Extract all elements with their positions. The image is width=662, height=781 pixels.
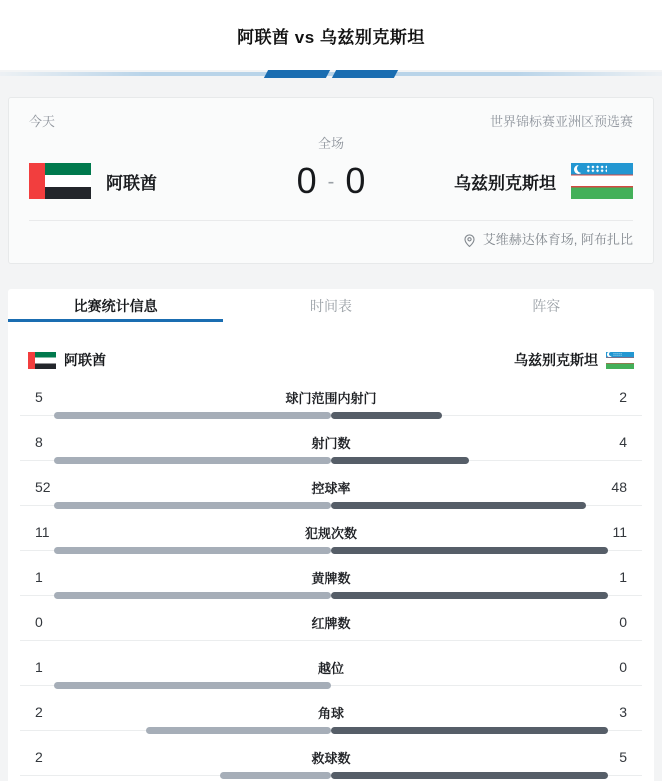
stat-label: 控球率	[311, 480, 351, 496]
score-separator: -	[327, 170, 335, 193]
stat-label: 球门范围内射门	[285, 390, 377, 406]
away-stat-bar	[331, 457, 469, 464]
uae-flag-icon	[29, 163, 91, 199]
stat-row	[20, 379, 642, 424]
stat-label: 犯规次数	[304, 525, 357, 541]
page-title: 阿联酋 vs 乌兹别克斯坦	[237, 27, 425, 47]
stars-icon	[586, 165, 607, 173]
home-stat-bar	[54, 682, 331, 689]
away-stat-value: 2	[619, 389, 627, 405]
home-stat-bar	[54, 547, 331, 554]
stars-icon	[613, 353, 623, 357]
home-stat-value: 1	[35, 659, 43, 675]
stat-row	[20, 559, 642, 604]
stat-bar-track	[20, 640, 642, 641]
home-stat-bar	[54, 592, 331, 599]
stats-rows	[8, 379, 654, 781]
away-stat-value: 5	[619, 749, 627, 765]
stat-label: 角球	[317, 705, 344, 721]
stat-label: 越位	[317, 660, 344, 676]
stat-bar	[20, 772, 642, 780]
card-divider	[29, 220, 633, 221]
stat-line	[20, 432, 642, 452]
stat-row	[20, 739, 642, 781]
stat-bar	[20, 727, 642, 735]
stat-line	[20, 567, 642, 587]
divider-parallelogram	[264, 70, 330, 78]
stats-panel	[8, 289, 654, 781]
away-stat-bar	[331, 502, 586, 509]
stat-row	[20, 424, 642, 469]
stat-label: 射门数	[311, 435, 351, 451]
match-date-label: 今天	[29, 114, 56, 129]
home-stat-value: 8	[35, 434, 43, 450]
divider-emblem	[266, 70, 396, 78]
home-stat-bar	[220, 772, 331, 779]
stats-away-team-name: 乌兹别克斯坦	[514, 352, 598, 368]
away-stat-bar	[331, 592, 608, 599]
stat-line	[20, 747, 642, 767]
away-stat-value: 3	[619, 704, 627, 720]
stat-row	[20, 604, 642, 649]
venue-row	[29, 230, 633, 250]
home-stat-value: 52	[35, 479, 51, 495]
stat-bar	[20, 592, 642, 600]
stat-bar	[20, 637, 642, 645]
tournament-name: 世界锦标赛亚洲区预选赛	[489, 114, 633, 129]
uzbekistan-flag-small-icon	[606, 352, 634, 369]
venue-text: 艾维赫达体育场, 阿布扎比	[482, 232, 633, 247]
stat-row	[20, 514, 642, 559]
stat-bar	[20, 682, 642, 690]
home-stat-bar	[146, 727, 331, 734]
home-team	[29, 163, 291, 199]
scoreboard-card	[8, 97, 654, 264]
home-stat-value: 2	[35, 704, 43, 720]
decorative-divider	[0, 70, 662, 78]
stat-line	[20, 387, 642, 407]
stat-bar	[20, 547, 642, 555]
tab-bar	[8, 289, 654, 322]
crescent-icon	[574, 165, 583, 174]
stat-row	[20, 649, 642, 694]
away-stat-value: 48	[611, 479, 627, 495]
stat-line	[20, 522, 642, 542]
divider-parallelogram	[332, 70, 398, 78]
period-label: 全场	[317, 136, 344, 151]
stat-bar	[20, 502, 642, 510]
home-team-name: 阿联酋	[106, 173, 157, 193]
away-stat-bar	[331, 547, 608, 554]
uae-flag-small-icon	[28, 352, 56, 369]
away-stat-bar	[331, 412, 442, 419]
home-stat-value: 11	[35, 524, 50, 540]
stats-home-team	[28, 350, 106, 370]
home-stat-value: 0	[35, 614, 43, 630]
stat-line	[20, 612, 642, 632]
home-stat-bar	[54, 412, 331, 419]
stat-bar	[20, 412, 642, 420]
stat-line	[20, 702, 642, 722]
stat-bar	[20, 457, 642, 465]
away-score: 0	[345, 160, 366, 201]
score-display	[291, 161, 372, 201]
stat-row	[20, 694, 642, 739]
stat-label: 红牌数	[311, 615, 351, 631]
stat-label: 救球数	[311, 750, 351, 766]
uzbekistan-flag-icon	[571, 163, 633, 199]
home-stat-value: 2	[35, 749, 43, 765]
away-stat-bar	[331, 772, 608, 779]
away-stat-value: 0	[619, 614, 627, 630]
away-stat-value: 1	[619, 569, 627, 585]
home-score: 0	[296, 160, 317, 201]
away-team	[371, 163, 633, 199]
stats-home-team-name: 阿联酋	[64, 352, 106, 368]
home-stat-bar	[54, 457, 331, 464]
away-stat-value: 4	[619, 434, 627, 450]
stats-away-team	[514, 350, 634, 370]
tab-lineups[interactable]: 阵容	[532, 297, 561, 314]
away-stat-value: 0	[619, 659, 627, 675]
stat-label: 黄牌数	[311, 570, 351, 586]
stat-line	[20, 657, 642, 677]
stats-teams-row	[8, 350, 654, 370]
home-stat-value: 5	[35, 389, 43, 405]
away-stat-bar	[331, 727, 608, 734]
away-stat-value: 11	[612, 524, 627, 540]
tab-timeline[interactable]: 时间表	[309, 297, 352, 314]
away-team-name: 乌兹别克斯坦	[454, 173, 557, 193]
tab-match-stats[interactable]: 比赛统计信息	[8, 289, 223, 322]
home-stat-value: 1	[35, 569, 43, 585]
crescent-icon	[607, 352, 611, 356]
location-pin-icon	[462, 233, 477, 248]
stat-row	[20, 469, 642, 514]
home-stat-bar	[54, 502, 331, 509]
stat-line	[20, 477, 642, 497]
page-header	[0, 0, 662, 70]
